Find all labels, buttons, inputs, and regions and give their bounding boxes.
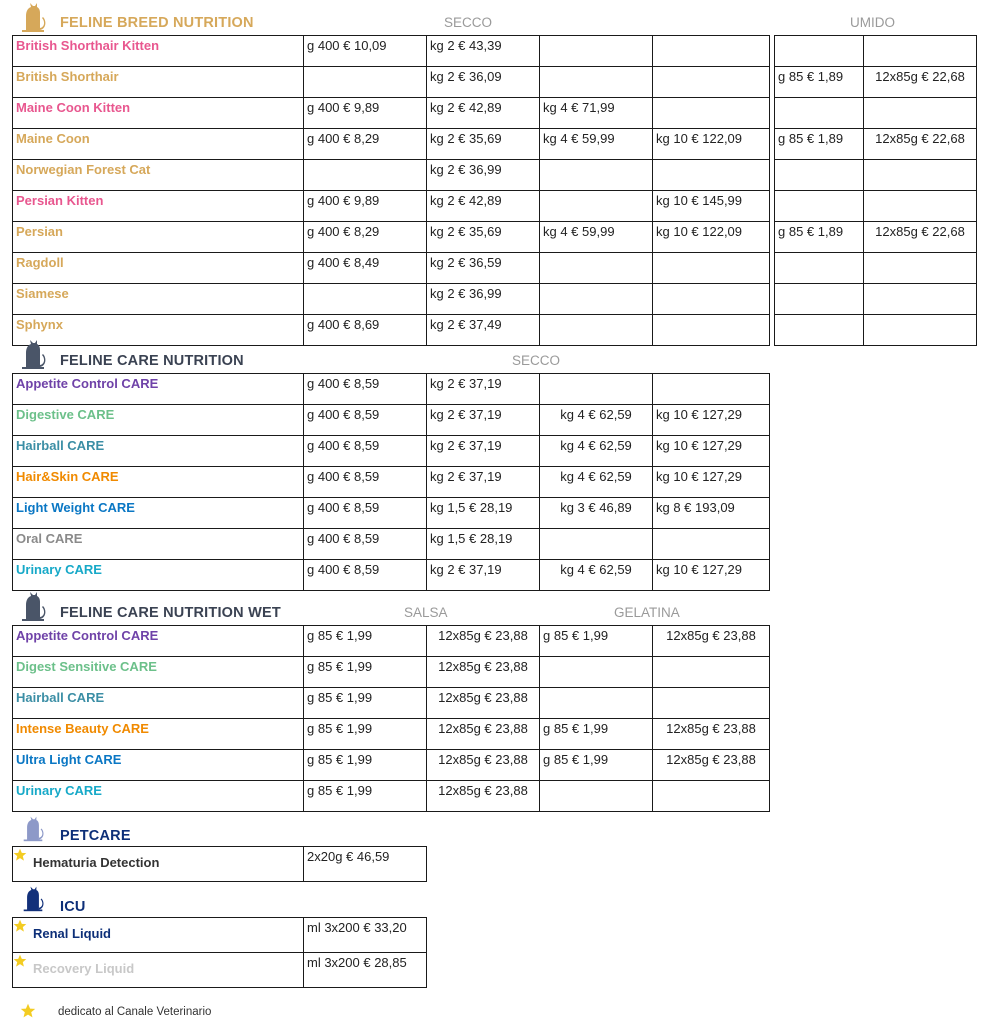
table-cell xyxy=(775,253,864,284)
star-icon xyxy=(20,1003,36,1019)
product-name xyxy=(13,719,304,750)
table-cell: 12x85g € 23,88 xyxy=(427,688,540,719)
table-cell: kg 4 € 62,59 xyxy=(540,405,653,436)
product-name xyxy=(13,657,304,688)
table-cell: 12x85g € 23,88 xyxy=(653,719,770,750)
product-name-label: British Shorthair Kitten xyxy=(16,38,160,53)
product-name-label: Siamese xyxy=(16,286,69,301)
table-cell xyxy=(653,160,770,191)
section-title: FELINE BREED NUTRITION xyxy=(60,15,254,31)
product-name xyxy=(13,98,304,129)
table-row xyxy=(775,191,977,222)
table-cell: kg 10 € 127,29 xyxy=(653,560,770,591)
table-cell: kg 2 € 36,99 xyxy=(427,284,540,315)
table-cell: g 85 € 1,99 xyxy=(304,781,427,812)
table-row xyxy=(13,657,770,688)
star-icon xyxy=(13,954,27,968)
section-title: PETCARE xyxy=(60,828,131,844)
cat-icon xyxy=(20,591,46,621)
product-name-label: Hairball CARE xyxy=(16,438,105,453)
product-name-label: British Shorthair xyxy=(16,69,119,84)
table-row xyxy=(13,98,770,129)
petcare-table xyxy=(12,846,427,882)
cat-icon xyxy=(22,885,44,912)
star-icon xyxy=(13,919,27,933)
table-cell: g 85 € 1,99 xyxy=(304,688,427,719)
table-cell xyxy=(540,657,653,688)
table-row xyxy=(775,222,977,253)
table-row xyxy=(13,191,770,222)
product-name-label: Maine Coon xyxy=(16,131,90,146)
table-cell xyxy=(864,253,977,284)
table-cell: kg 2 € 35,69 xyxy=(427,129,540,160)
table-cell: kg 10 € 127,29 xyxy=(653,436,770,467)
table-cell: kg 2 € 36,99 xyxy=(427,160,540,191)
secco-column-header: SECCO xyxy=(512,353,561,368)
table-row xyxy=(775,315,977,346)
table-cell: kg 1,5 € 28,19 xyxy=(427,498,540,529)
table-cell: g 400 € 8,59 xyxy=(304,374,427,405)
table-cell: 12x85g € 23,88 xyxy=(427,750,540,781)
table-cell: 12x85g € 23,88 xyxy=(427,781,540,812)
star-icon xyxy=(13,848,27,862)
table-cell: 12x85g € 23,88 xyxy=(653,626,770,657)
table-cell: kg 4 € 62,59 xyxy=(540,467,653,498)
table-row xyxy=(13,688,770,719)
breed-umido-table xyxy=(774,35,977,346)
cat-icon xyxy=(22,815,44,842)
table-cell xyxy=(775,191,864,222)
table-row xyxy=(775,67,977,98)
table-cell: g 85 € 1,89 xyxy=(775,129,864,160)
table-cell: kg 2 € 37,19 xyxy=(427,560,540,591)
table-row xyxy=(775,98,977,129)
table-cell: g 400 € 8,59 xyxy=(304,436,427,467)
table-row xyxy=(13,405,770,436)
product-name-label: Urinary CARE xyxy=(16,562,102,577)
table-cell xyxy=(864,36,977,67)
table-cell xyxy=(540,253,653,284)
table-cell xyxy=(540,688,653,719)
table-cell: kg 2 € 37,19 xyxy=(427,436,540,467)
table-row xyxy=(775,36,977,67)
table-row xyxy=(13,847,427,882)
table-cell xyxy=(864,284,977,315)
table-row xyxy=(13,750,770,781)
table-cell xyxy=(653,657,770,688)
table-row xyxy=(13,67,770,98)
product-name xyxy=(13,405,304,436)
table-cell: g 400 € 8,59 xyxy=(304,529,427,560)
table-cell: kg 8 € 193,09 xyxy=(653,498,770,529)
table-cell: kg 2 € 37,49 xyxy=(427,315,540,346)
product-name-label: Hairball CARE xyxy=(16,690,105,705)
product-name-label: Sphynx xyxy=(16,317,63,332)
table-cell: kg 2 € 42,89 xyxy=(427,98,540,129)
footnote: dedicato al Canale Veterinario xyxy=(58,1006,212,1018)
cat-icon xyxy=(20,2,46,32)
product-name-label: Recovery Liquid xyxy=(33,961,135,976)
product-name-label: Norwegian Forest Cat xyxy=(16,162,151,177)
table-cell: kg 4 € 59,99 xyxy=(540,129,653,160)
table-cell: kg 10 € 122,09 xyxy=(653,222,770,253)
table-row xyxy=(13,436,770,467)
table-cell xyxy=(540,160,653,191)
table-row xyxy=(13,626,770,657)
table-row xyxy=(775,253,977,284)
table-cell: g 400 € 8,59 xyxy=(304,467,427,498)
product-name xyxy=(13,436,304,467)
table-cell xyxy=(540,284,653,315)
product-name xyxy=(13,36,304,67)
gelatina-column-header: GELATINA xyxy=(614,605,680,620)
table-row xyxy=(13,467,770,498)
table-row xyxy=(775,284,977,315)
cat-icon xyxy=(20,339,46,369)
table-cell xyxy=(864,160,977,191)
table-row xyxy=(775,160,977,191)
table-cell xyxy=(653,315,770,346)
icu-table xyxy=(12,917,427,988)
table-cell xyxy=(653,529,770,560)
product-name-label: Urinary CARE xyxy=(16,783,102,798)
table-row xyxy=(13,918,427,953)
section-title: FELINE CARE NUTRITION WET xyxy=(60,605,281,621)
care-table xyxy=(12,373,770,591)
table-cell xyxy=(775,315,864,346)
product-name-label: Digest Sensitive CARE xyxy=(16,659,157,674)
table-cell xyxy=(304,160,427,191)
table-cell: kg 2 € 37,19 xyxy=(427,405,540,436)
product-name-label: Maine Coon Kitten xyxy=(16,100,131,115)
product-name-label: Intense Beauty CARE xyxy=(16,721,149,736)
table-cell: kg 4 € 71,99 xyxy=(540,98,653,129)
table-row xyxy=(13,781,770,812)
product-name-label: Appetite Control CARE xyxy=(16,376,159,391)
table-cell: g 400 € 9,89 xyxy=(304,191,427,222)
table-cell xyxy=(540,374,653,405)
table-cell: 12x85g € 23,88 xyxy=(427,626,540,657)
table-cell: kg 2 € 36,09 xyxy=(427,67,540,98)
product-name-label: Light Weight CARE xyxy=(16,500,135,515)
table-cell xyxy=(653,374,770,405)
table-cell xyxy=(775,36,864,67)
table-cell xyxy=(540,67,653,98)
table-cell: kg 4 € 62,59 xyxy=(540,436,653,467)
product-name xyxy=(13,253,304,284)
table-row xyxy=(13,953,427,988)
product-name-label: Hair&Skin CARE xyxy=(16,469,119,484)
table-cell: 2x20g € 46,59 xyxy=(304,847,427,882)
table-cell: g 85 € 1,99 xyxy=(304,719,427,750)
product-name xyxy=(13,67,304,98)
breed-secco-table xyxy=(12,35,770,346)
product-name xyxy=(13,918,304,953)
product-name-label: Persian Kitten xyxy=(16,193,104,208)
table-cell: kg 10 € 127,29 xyxy=(653,405,770,436)
table-cell xyxy=(653,98,770,129)
table-cell xyxy=(775,160,864,191)
table-cell xyxy=(653,781,770,812)
product-name-label: Persian xyxy=(16,224,63,239)
section-title: ICU xyxy=(60,899,86,915)
table-row xyxy=(13,129,770,160)
product-name xyxy=(13,529,304,560)
product-name xyxy=(13,467,304,498)
table-cell: g 400 € 10,09 xyxy=(304,36,427,67)
table-cell xyxy=(540,36,653,67)
product-name xyxy=(13,191,304,222)
secco-column-header: SECCO xyxy=(444,15,493,30)
table-row xyxy=(13,374,770,405)
umido-column-header: UMIDO xyxy=(850,15,895,30)
table-cell xyxy=(540,191,653,222)
table-cell: g 85 € 1,99 xyxy=(304,626,427,657)
table-cell xyxy=(540,781,653,812)
table-cell: 12x85g € 23,88 xyxy=(653,750,770,781)
wet-table xyxy=(12,625,770,812)
table-cell: g 400 € 8,69 xyxy=(304,315,427,346)
table-row xyxy=(13,315,770,346)
product-name xyxy=(13,160,304,191)
table-cell: g 400 € 8,29 xyxy=(304,222,427,253)
table-cell xyxy=(775,284,864,315)
product-name xyxy=(13,560,304,591)
table-cell: g 400 € 8,59 xyxy=(304,560,427,591)
table-cell: g 85 € 1,99 xyxy=(304,657,427,688)
table-row xyxy=(13,253,770,284)
table-cell xyxy=(864,191,977,222)
product-name xyxy=(13,688,304,719)
table-cell: g 85 € 1,89 xyxy=(775,67,864,98)
table-cell: g 400 € 9,89 xyxy=(304,98,427,129)
table-cell: kg 2 € 37,19 xyxy=(427,374,540,405)
product-name xyxy=(13,750,304,781)
product-name xyxy=(13,374,304,405)
section-title: FELINE CARE NUTRITION xyxy=(60,353,244,369)
table-row xyxy=(13,719,770,750)
table-cell: g 85 € 1,89 xyxy=(775,222,864,253)
table-cell: g 85 € 1,99 xyxy=(304,750,427,781)
table-cell: g 85 € 1,99 xyxy=(540,626,653,657)
table-cell: kg 2 € 43,39 xyxy=(427,36,540,67)
table-cell xyxy=(864,98,977,129)
table-cell: 12x85g € 23,88 xyxy=(427,719,540,750)
product-name xyxy=(13,626,304,657)
table-row xyxy=(13,529,770,560)
product-name xyxy=(13,222,304,253)
salsa-column-header: SALSA xyxy=(404,605,448,620)
table-cell xyxy=(653,67,770,98)
table-cell: g 400 € 8,29 xyxy=(304,129,427,160)
table-cell: kg 4 € 62,59 xyxy=(540,560,653,591)
product-name xyxy=(13,498,304,529)
table-cell: g 85 € 1,99 xyxy=(540,719,653,750)
table-cell: kg 2 € 42,89 xyxy=(427,191,540,222)
table-cell xyxy=(653,36,770,67)
table-cell xyxy=(304,284,427,315)
table-cell xyxy=(775,98,864,129)
table-cell: kg 10 € 127,29 xyxy=(653,467,770,498)
table-cell: 12x85g € 22,68 xyxy=(864,222,977,253)
product-name-label: Renal Liquid xyxy=(33,926,111,941)
product-name-label: Ragdoll xyxy=(16,255,64,270)
table-cell: g 400 € 8,59 xyxy=(304,405,427,436)
table-cell: kg 2 € 37,19 xyxy=(427,467,540,498)
product-name xyxy=(13,284,304,315)
table-cell xyxy=(540,315,653,346)
product-name xyxy=(13,129,304,160)
table-cell: 12x85g € 23,88 xyxy=(427,657,540,688)
table-cell: g 400 € 8,59 xyxy=(304,498,427,529)
table-cell: kg 3 € 46,89 xyxy=(540,498,653,529)
table-cell xyxy=(653,688,770,719)
table-cell: 12x85g € 22,68 xyxy=(864,129,977,160)
product-name xyxy=(13,315,304,346)
table-row xyxy=(13,222,770,253)
product-name-label: Oral CARE xyxy=(16,531,83,546)
table-cell xyxy=(653,284,770,315)
table-row xyxy=(13,498,770,529)
table-row xyxy=(13,284,770,315)
table-cell: kg 4 € 59,99 xyxy=(540,222,653,253)
table-cell xyxy=(864,315,977,346)
table-cell: kg 2 € 36,59 xyxy=(427,253,540,284)
product-name xyxy=(13,781,304,812)
table-row xyxy=(13,160,770,191)
product-name xyxy=(13,847,304,882)
table-cell: ml 3x200 € 33,20 xyxy=(304,918,427,953)
product-name-label: Digestive CARE xyxy=(16,407,115,422)
product-name-label: Ultra Light CARE xyxy=(16,752,122,767)
product-name-label: Appetite Control CARE xyxy=(16,628,159,643)
table-cell: kg 1,5 € 28,19 xyxy=(427,529,540,560)
table-cell: kg 2 € 35,69 xyxy=(427,222,540,253)
table-row xyxy=(775,129,977,160)
table-cell: kg 10 € 122,09 xyxy=(653,129,770,160)
product-name-label: Hematuria Detection xyxy=(33,855,160,870)
table-cell: g 85 € 1,99 xyxy=(540,750,653,781)
table-cell: 12x85g € 22,68 xyxy=(864,67,977,98)
product-name xyxy=(13,953,304,988)
table-cell xyxy=(653,253,770,284)
table-cell xyxy=(304,67,427,98)
table-row xyxy=(13,36,770,67)
table-cell: g 400 € 8,49 xyxy=(304,253,427,284)
table-cell: ml 3x200 € 28,85 xyxy=(304,953,427,988)
table-cell xyxy=(540,529,653,560)
table-row xyxy=(13,560,770,591)
table-cell: kg 10 € 145,99 xyxy=(653,191,770,222)
